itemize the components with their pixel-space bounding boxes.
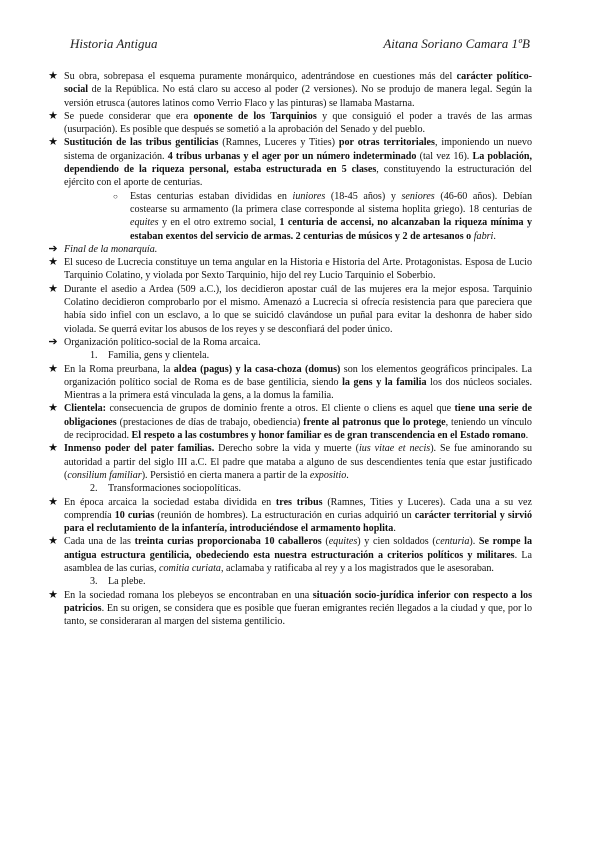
bullet-paragraph: ★ En época arcaica la sociedad estaba dividida en tres tribus (Ramnes, Tities y Luceres). Cada una a su vez comprendía 10 curias (reunión de hombres). La estructuración en curias adquirió un carácter territorial y sirvió para el reclutamiento de la infantería, introduciéndose el armamento hoplita.	[48, 495, 533, 535]
star-icon: ★	[48, 588, 58, 601]
page-header	[70, 36, 530, 52]
bullet-paragraph: ★ Clientela: consecuencia de grupos de dominio frente a otros. El cliente o cliens es aquel que tiene una serie de obligaciones (prestaciones de días de trabajo, obediencia) frente al patronus que lo protege, teniendo un vínculo de reciprocidad. El respeto a las costumbres y honor familiar es de gran transcendencia en el Estado romano.	[48, 402, 532, 442]
bullet-paragraph: ★ En la Roma preurbana, la aldea (pagus) y la casa-choza (domus) son los elementos geográficos principales. La organización político social de Roma es de base gentilicia, siendo la gens y la familia los dos núcleos sociales. Mientras a la primera está vinculada la gens, a la domus la familia.	[48, 362, 533, 402]
arrow-right-icon: ➔	[48, 242, 58, 255]
section-heading: ➔ Organización político-social de la Roma arcaica.	[48, 335, 261, 348]
star-icon: ★	[48, 256, 58, 269]
header-author: Aitana Soriano Camara 1ºB	[383, 36, 530, 51]
star-icon: ★	[48, 535, 58, 548]
numbered-heading: 1. Familia, gens y clientela.	[90, 350, 210, 362]
bullet-paragraph: ★ En la sociedad romana los plebeyos se encontraban en una situación socio-jurídica inferior con respecto a los patricios. En su origen, se considera que es posible que fueran emigrantes recién llegados a la ciudad y que, por lo tanto, se consideraran al margen del sistema gentilicio.	[48, 588, 532, 628]
star-icon: ★	[48, 70, 58, 82]
numbered-heading: 3. La plebe.	[90, 576, 146, 588]
star-icon: ★	[48, 109, 58, 122]
bullet-paragraph: ★ Inmenso poder del pater familias. Derecho sobre la vida y muerte (ius vitae et necis). Se fue aminorando su autoridad a partir del siglo III a.C. El padre que mataba a alguno de sus descendientes tenía que estar justificado (consilium familiar). Persistió en cierta manera a partir de la expositio.	[48, 442, 532, 481]
bullet-paragraph: ★ Durante el asedio a Ardea (509 a.C.), los decidieron apostar cuál de las mujeres era la mejor esposa. Tarquinio Colatino decidieron comprobarlo por el mismo. Amenazó a Lucrecia si ofrecía resistencia para que pareciera que había sido infiel con un esclavo, a lo que se suicidó clavándose un puñal para evitar la deshonra de haber sido violada. Se querrá evitar los abusos de los reyes y se desconfiará del poder único.	[48, 282, 532, 335]
arrow-right-icon: ➔	[48, 335, 58, 348]
numbered-heading: 2. Transformaciones sociopolíticas.	[90, 483, 242, 495]
header-course: Historia Antigua	[70, 36, 158, 51]
bullet-paragraph: ★ Su obra, sobrepasa el esquema puramente monárquico, adentrándose en cuestiones más del carácter político-social de la República. No está claro su acceso al poder (2 versiones). No se produjo de manera legal. Según la versión etrusca (autores latinos como Verrio Flaco y las pinturas) se llamaba Mastarna.	[48, 70, 532, 109]
star-icon: ★	[48, 136, 58, 149]
star-icon: ★	[48, 402, 58, 415]
bullet-paragraph: ★ El suceso de Lucrecia constituye un tema angular en la Historia e Historia del Arte. Protagonistas. Esposa de Lucio Tarquinio Colatino, y violada por Sexto Tarquinio, hijo del rey Lucio Tarquinio el Soberbio.	[48, 256, 532, 282]
circle-bullet-icon: ○	[113, 191, 118, 201]
bullet-paragraph: ★ Cada una de las treinta curias proporcionaba 10 caballeros (equites) y cien soldados (centuria). Se rompe la antigua estructura gentilicia, obedeciendo esta nuestra estructuración a criterios políticos y militares. La asamblea de las curias, comitia curiata, aclamaba y ratificaba al rey y a los magistrados que le asesoraban.	[48, 535, 532, 574]
sub-bullet-paragraph: ○ Estas centurias estaban divididas en iuniores (18-45 años) y seniores (46-60 años). Debían costearse su armamento (la primera clase corresponde al sistema hoplita griego). 18 centurias de equites y en el otro extremo social, 1 centuria de accensi, no alcanzaban la riqueza mínima y estaban exentos del servicio de armas. 2 centurias de músicos y 2 de artesanos o fabri.	[113, 190, 533, 242]
document-body	[0, 70, 600, 628]
bullet-paragraph: ★ Se puede considerar que era oponente de los Tarquinios y que consiguió el poder a través de las armas (usurpación). Es posible que después se sometió a la aprobación del Senado y del pueblo.	[48, 109, 533, 136]
section-heading: ➔ Final de la monarquía.	[48, 242, 158, 255]
star-icon: ★	[48, 282, 58, 295]
star-icon: ★	[48, 442, 58, 455]
star-icon: ★	[48, 362, 58, 375]
star-icon: ★	[48, 495, 58, 508]
bullet-paragraph: ★ Sustitución de las tribus gentilicias (Ramnes, Luceres y Tities) por otras territoriales, imponiendo un nuevo sistema de organización. 4 tribus urbanas y el ager por un número indeterminado (tal vez 16). La población, dependiendo de la riqueza personal, estaba estructurada en 5 clases, constituyendo la estructuración del ejército con el aporte de centurias.	[48, 136, 533, 189]
